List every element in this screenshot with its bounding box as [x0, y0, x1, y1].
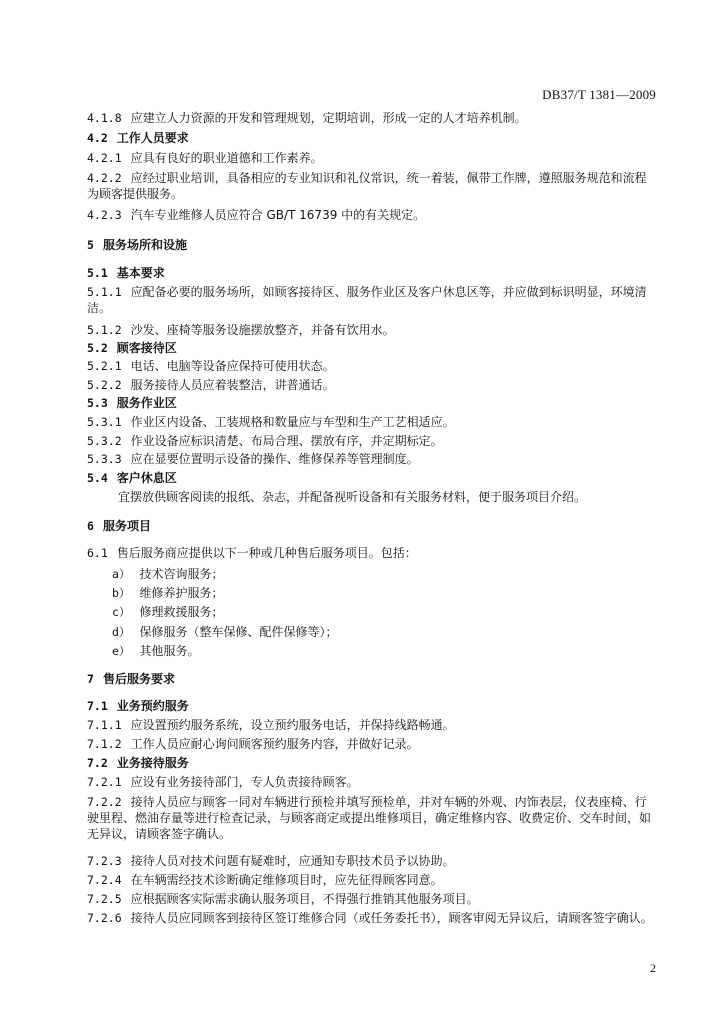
clause-number: 5.1.2 — [87, 323, 122, 337]
clause-text: 接待人员对技术问题有疑难时，应通知专职技术员予以协助。 — [130, 854, 455, 868]
clause-text: 应经过职业培训，具备相应的专业知识和礼仪常识，统一着装，佩带工作牌，遵照服务规范和流程为顾客提供服务。 — [87, 171, 647, 201]
clause-text: 应具有良好的职业道德和工作素养。 — [130, 151, 323, 165]
section-title: 客户休息区 — [116, 471, 177, 485]
list-text: 维修养护服务； — [139, 586, 224, 600]
clause-number: 7.2.4 — [87, 873, 122, 887]
list-text: 保修服务（整车保修、配件保修等）； — [139, 625, 338, 639]
clause-number: 4.2.3 — [87, 208, 122, 222]
clause-number: 7.2.5 — [87, 892, 122, 906]
chapter-number: 5 — [87, 238, 94, 252]
clause-number: 7.2.6 — [87, 911, 122, 925]
chapter-6 — [87, 518, 151, 534]
clause-7-1-2 — [87, 736, 419, 752]
list-text: 技术咨询服务； — [139, 567, 224, 581]
clause-7-2-6 — [87, 910, 657, 926]
chapter-title: 售后服务要求 — [102, 672, 175, 686]
clause-number: 7.2.1 — [87, 775, 122, 789]
section-5-2 — [87, 340, 177, 356]
clause-5-3-1 — [87, 414, 455, 430]
clause-text: 沙发、座椅等服务设施摆放整齐，并备有饮用水。 — [130, 323, 395, 337]
section-7-2 — [87, 755, 189, 771]
list-marker: c） — [112, 605, 131, 619]
clause-text: 作业设备应标识清楚、布局合理、摆放有序，并定期标定。 — [130, 434, 443, 448]
section-title: 基本要求 — [116, 266, 165, 280]
section-title: 顾客接待区 — [116, 341, 177, 355]
section-title: 业务预约服务 — [116, 699, 189, 713]
clause-text: 作业区内设备、工装规格和数量应与车型和生产工艺相适应。 — [130, 415, 455, 429]
clause-7-2-3 — [87, 853, 455, 869]
section-title: 工作人员要求 — [116, 131, 189, 145]
clause-number: 4.2.2 — [87, 171, 122, 185]
section-title: 服务作业区 — [116, 396, 177, 410]
clause-number: 4.1.8 — [87, 111, 122, 125]
clause-text: 汽车专业维修人员应符合 GB/T 16739 中的有关规定。 — [130, 208, 426, 222]
list-marker: b） — [112, 586, 131, 600]
clause-number: 5.3.1 — [87, 415, 122, 429]
section-7-1 — [87, 698, 189, 714]
clause-number: 5.1.1 — [87, 285, 122, 299]
clause-7-2-5 — [87, 891, 479, 907]
clause-text: 电话、电脑等设备应保持可使用状态。 — [130, 359, 335, 373]
clause-5-2-2 — [87, 377, 335, 393]
chapter-title: 服务项目 — [102, 519, 151, 533]
clause-4-2-1 — [87, 150, 323, 166]
clause-4-2-2 — [87, 170, 657, 202]
clause-5-1-2 — [87, 322, 395, 338]
list-text: 其他服务。 — [139, 644, 200, 658]
clause-7-2-2 — [87, 794, 657, 842]
clause-text: 服务接待人员应着装整洁，讲普通话。 — [130, 378, 335, 392]
clause-number: 5.3.2 — [87, 434, 122, 448]
clause-5-3-3 — [87, 451, 419, 467]
list-text: 修理救援服务； — [139, 605, 224, 619]
clause-number: 7.1.2 — [87, 737, 122, 751]
clause-number: 4.2 — [87, 131, 108, 145]
clause-6-1 — [87, 545, 417, 561]
clause-7-2-4 — [87, 872, 443, 888]
clause-text: 应配备必要的服务场所，如顾客接待区、服务作业区及客户休息区等，并应做到标识明显，环境清洁。 — [87, 285, 647, 315]
clause-text: 售后服务商应提供以下一种或几种售后服务项目。包括： — [116, 546, 417, 560]
clause-number: 5.2 — [87, 341, 108, 355]
section-4-2 — [87, 130, 189, 146]
clause-number: 5.3.3 — [87, 452, 122, 466]
page-number: 2 — [650, 961, 656, 975]
clause-text: 在车辆需经技术诊断确定维修项目时，应先征得顾客同意。 — [130, 873, 443, 887]
clause-number: 7.1.1 — [87, 718, 122, 732]
clause-number: 7.2.2 — [87, 795, 122, 809]
section-title: 业务接待服务 — [116, 756, 189, 770]
section-5-3 — [87, 395, 177, 411]
clause-number: 7.2 — [87, 756, 108, 770]
clause-number: 6.1 — [87, 546, 108, 560]
list-item-a — [112, 566, 223, 582]
clause-text: 应在显要位置明示设备的操作、维修保养等管理制度。 — [130, 452, 419, 466]
chapter-5 — [87, 237, 187, 253]
clause-number: 5.2.2 — [87, 378, 122, 392]
chapter-number: 7 — [87, 672, 94, 686]
doc-code: DB37/T 1381—2009 — [542, 87, 656, 102]
clause-number: 7.1 — [87, 699, 108, 713]
list-marker: a） — [112, 567, 131, 581]
clause-7-1-1 — [87, 717, 455, 733]
clause-5-1-1 — [87, 284, 657, 316]
list-item-e — [112, 643, 199, 659]
clause-text: 接待人员应同顾客到接待区签订维修合同（或任务委托书），顾客审阅无异议后，请顾客签字确认。 — [130, 911, 653, 925]
clause-4-1-8 — [87, 110, 527, 126]
clause-text: 接待人员应与顾客一同对车辆进行预检并填写预检单，并对车辆的外观、内饰表层，仪表座椅、行驶里程、燃油存量等进行检查记录，与顾客商定或提出维修项目，确定维修内容、收费定价、交车时间，如无异议，请顾客签字确认。 — [87, 795, 652, 841]
clause-text: 应建立人力资源的开发和管理规划，定期培训，形成一定的人才培养机制。 — [130, 111, 527, 125]
chapter-7 — [87, 671, 175, 687]
clause-7-2-1 — [87, 774, 359, 790]
clause-5-3-2 — [87, 433, 443, 449]
clause-text: 工作人员应耐心询问顾客预约服务内容，并做好记录。 — [130, 737, 419, 751]
clause-text: 应根据顾客实际需求确认服务项目，不得强行推销其他服务项目。 — [130, 892, 479, 906]
clause-number: 5.2.1 — [87, 359, 122, 373]
list-item-c — [112, 604, 223, 620]
clause-5-2-1 — [87, 358, 335, 374]
list-marker: d） — [112, 625, 131, 639]
paragraph-5-4 — [118, 489, 586, 505]
clause-number: 5.4 — [87, 471, 108, 485]
clause-number: 5.1 — [87, 266, 108, 280]
clause-number: 7.2.3 — [87, 854, 122, 868]
chapter-number: 6 — [87, 519, 94, 533]
clause-number: 5.3 — [87, 396, 108, 410]
list-item-b — [112, 585, 223, 601]
section-5-1 — [87, 265, 165, 281]
clause-text: 应设置预约服务系统，设立预约服务电话，并保持线路畅通。 — [130, 718, 455, 732]
list-item-d — [112, 624, 337, 640]
clause-number: 4.2.1 — [87, 151, 122, 165]
clause-text: 应设有业务接待部门，专人负责接待顾客。 — [130, 775, 359, 789]
section-5-4 — [87, 470, 177, 486]
list-marker: e） — [112, 644, 131, 658]
paragraph-text: 宜摆放供顾客阅读的报纸、杂志，并配备视听设备和有关服务材料，便于服务项目介绍。 — [118, 490, 587, 504]
chapter-title: 服务场所和设施 — [102, 238, 187, 252]
clause-4-2-3 — [87, 207, 425, 223]
